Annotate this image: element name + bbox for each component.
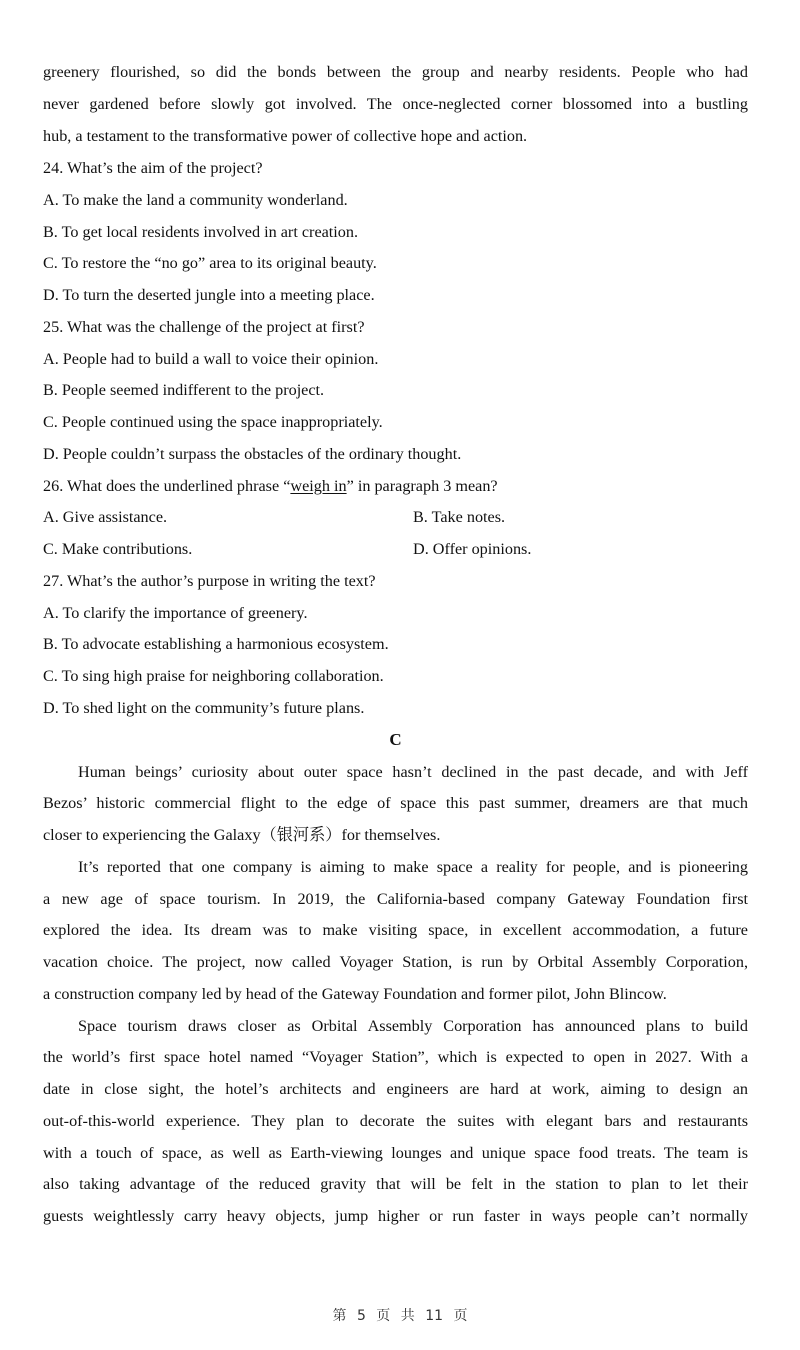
question-26-stem-before: 26. What does the underlined phrase “ <box>43 477 291 495</box>
question-26-option-d: D. Offer opinions. <box>413 540 532 558</box>
question-26-stem-after: ” in paragraph 3 mean? <box>346 477 498 495</box>
passage-line: the world’s first space hotel named “Voyager Station”, which is expected to open in 2027. With a <box>43 1048 748 1066</box>
passage-line: date in close sight, the hotel’s architects and engineers are hard at work, aiming to design an <box>43 1080 748 1098</box>
passage-line: out-of-this-world experience. They plan to decorate the suites with elegant bars and restaurants <box>43 1112 748 1130</box>
question-27-option-d: D. To shed light on the community’s future plans. <box>43 699 365 717</box>
passage-line: a construction company led by head of the Gateway Foundation and former pilot, John Blincow. <box>43 985 667 1003</box>
question-26-option-c: C. Make contributions. <box>43 540 193 558</box>
question-24-option-d: D. To turn the deserted jungle into a meeting place. <box>43 286 375 304</box>
question-26-option-b: B. Take notes. <box>413 508 506 526</box>
question-24-stem: 24. What’s the aim of the project? <box>43 159 263 177</box>
passage-line: Human beings’ curiosity about outer space hasn’t declined in the past decade, and with Jeff <box>78 763 748 781</box>
question-25-option-a: A. People had to build a wall to voice their opinion. <box>43 350 379 368</box>
passage-line: It’s reported that one company is aiming to make space a reality for people, and is pioneering <box>78 858 748 876</box>
question-25-option-d: D. People couldn’t surpass the obstacles of the ordinary thought. <box>43 445 462 463</box>
underlined-phrase: weigh in <box>290 477 347 495</box>
section-heading: C <box>389 730 402 749</box>
passage-line: never gardened before slowly got involved. The once-neglected corner blossomed into a bustling <box>43 95 748 113</box>
passage-line: with a touch of space, as well as Earth-viewing lounges and unique space food treats. The team is <box>43 1144 748 1162</box>
question-26-stem <box>43 476 748 496</box>
passage-line: guests weightlessly carry heavy objects, jump higher or run faster in ways people can’t normally <box>43 1207 748 1225</box>
passage-line: hub, a testament to the transformative power of collective hope and action. <box>43 127 528 145</box>
question-27-option-c: C. To sing high praise for neighboring collaboration. <box>43 667 384 685</box>
question-27-option-b: B. To advocate establishing a harmonious ecosystem. <box>43 635 389 653</box>
page-number: 第 5 页 共 11 页 <box>332 1308 468 1324</box>
question-27-stem: 27. What’s the author’s purpose in writing the text? <box>43 572 376 590</box>
question-26-options-row-2 <box>43 539 748 559</box>
question-27-option-a: A. To clarify the importance of greenery. <box>43 604 308 622</box>
passage-line: vacation choice. The project, now called Voyager Station, is run by Orbital Assembly Corporation, <box>43 953 748 971</box>
question-24-option-b: B. To get local residents involved in art creation. <box>43 223 359 241</box>
question-25-option-c: C. People continued using the space inappropriately. <box>43 413 383 431</box>
question-25-stem: 25. What was the challenge of the project at first? <box>43 318 365 336</box>
question-26-option-a: A. Give assistance. <box>43 508 168 526</box>
passage-line: greenery flourished, so did the bonds between the group and nearby residents. People who had <box>43 63 748 81</box>
passage-line: also taking advantage of the reduced gravity that will be felt in the station to plan to let their <box>43 1175 748 1193</box>
passage-line: a new age of space tourism. In 2019, the California-based company Gateway Foundation first <box>43 890 748 908</box>
passage-line: explored the idea. Its dream was to make visiting space, in excellent accommodation, a future <box>43 921 748 939</box>
passage-line: Space tourism draws closer as Orbital Assembly Corporation has announced plans to build <box>78 1017 748 1035</box>
question-24-option-a: A. To make the land a community wonderland. <box>43 191 348 209</box>
question-25-option-b: B. People seemed indifferent to the project. <box>43 381 325 399</box>
passage-line: Bezos’ historic commercial flight to the edge of space this past summer, dreamers are that much <box>43 794 748 812</box>
question-24-option-c: C. To restore the “no go” area to its original beauty. <box>43 254 377 272</box>
passage-line: closer to experiencing the Galaxy（银河系）for themselves. <box>43 826 441 844</box>
question-26-options-row-1 <box>43 507 748 527</box>
